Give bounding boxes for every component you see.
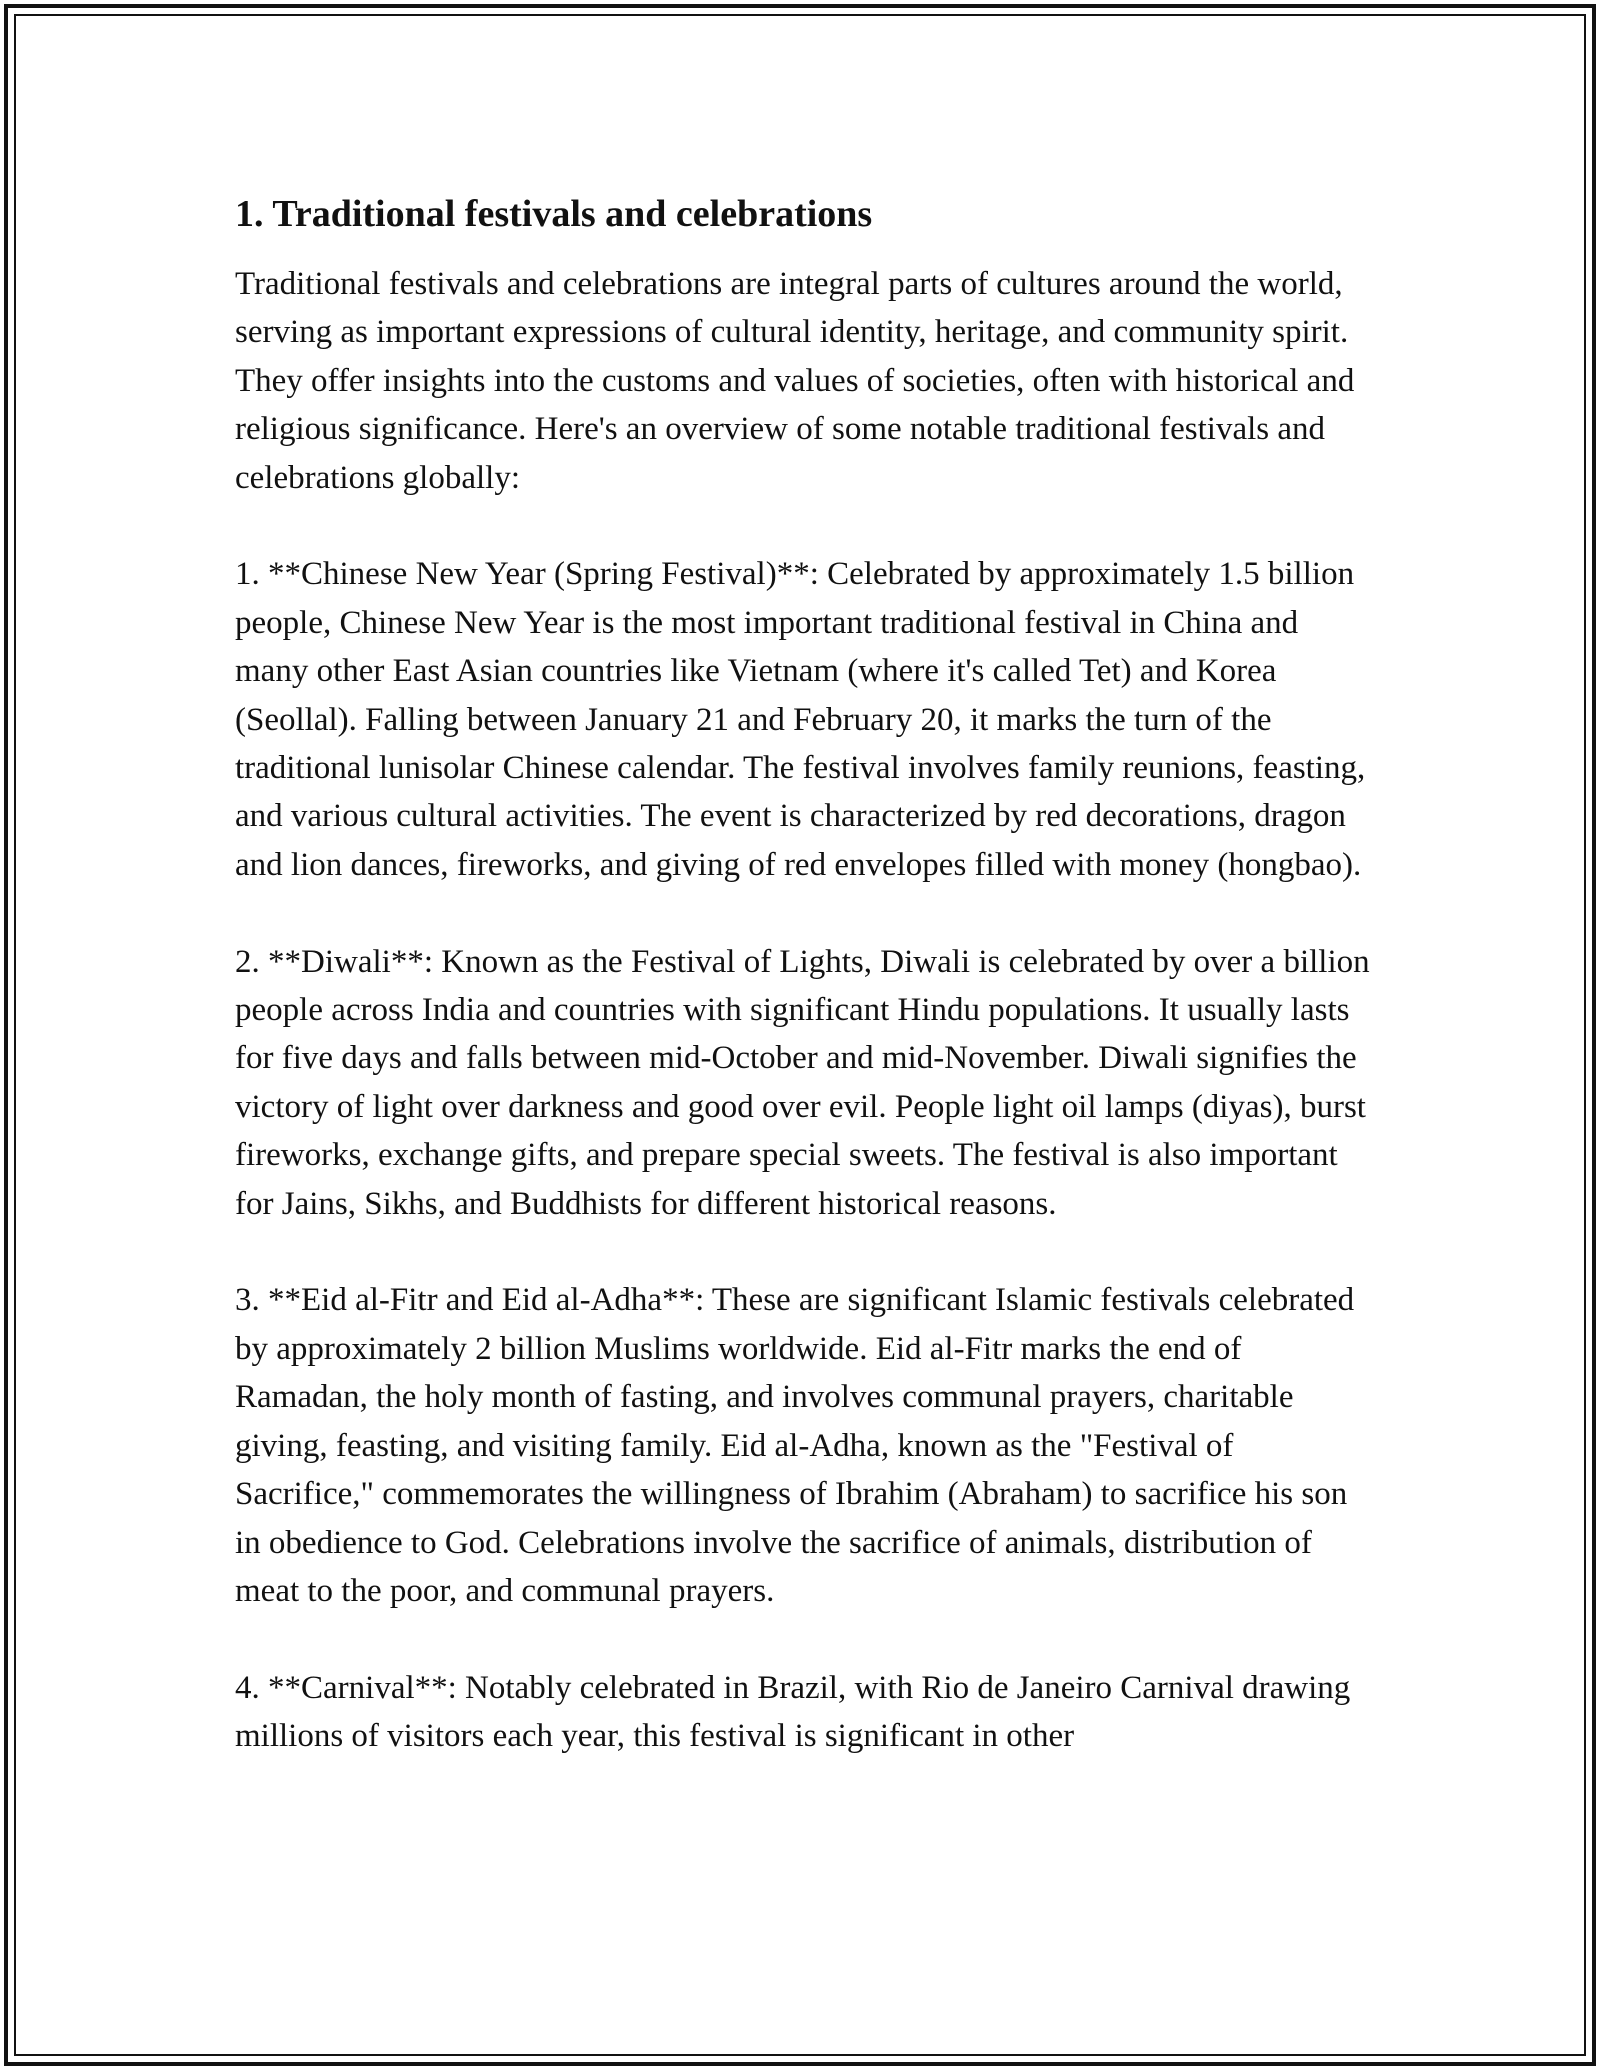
section-heading: 1. Traditional festivals and celebrations [235, 193, 873, 235]
paragraph-diwali: 2. **Diwali**: Known as the Festival of Lights, Diwali is celebrated by over a billion people across India and countries with significant Hindu populations. It usually lasts for five days and falls between mid-October and mid-November. Diwali signifies the victory of light over darkness and good over evil. People light oil lamps (diyas), burst fireworks, exchange gifts, and prepare special sweets. The festival is also important for Jains, Sikhs, and Buddhists for different historical reasons. [235, 943, 1370, 1222]
intro-paragraph: Traditional festivals and celebrations are integral parts of cultures around the world, serving as important expressions of cultural identity, heritage, and community spirit. They offer insights into the customs and values of societies, often with historical and religious significance. Here's an overview of some notable traditional festivals and celebrations globally: [235, 266, 1355, 496]
paragraph-chinese-new-year: 1. **Chinese New Year (Spring Festival)**: Celebrated by approximately 1.5 billion people, Chinese New Year is the most important traditional festival in China and many other East Asian countries like Vietnam (where it's called Tet) and Korea (Seollal). Falling between January 21 and February 20, it marks the turn of the traditional lunisolar Chinese calendar. The festival involves family reunions, feasting, and various cultural activities. The event is characterized by red decorations, dragon and lion dances, fireworks, and giving of red envelopes filled with money (hongbao). [235, 556, 1366, 883]
paragraph-eid: 3. **Eid al-Fitr and Eid al-Adha**: These are significant Islamic festivals celebrated by approximately 2 billion Muslims worldwide. Eid al-Fitr marks the end of Ramadan, the holy month of fasting, and involves communal prayers, charitable giving, feasting, and visiting family. Eid al-Adha, known as the "Festival of Sacrifice," commemorates the willingness of Ibrahim (Abraham) to sacrifice his son in obedience to God. Celebrations involve the sacrifice of animals, distribution of meat to the poor, and communal prayers. [235, 1282, 1355, 1609]
document-body [235, 188, 1375, 1809]
paragraph-carnival: 4. **Carnival**: Notably celebrated in Brazil, with Rio de Janeiro Carnival drawing millions of visitors each year, this festival is significant in other [235, 1669, 1351, 1755]
